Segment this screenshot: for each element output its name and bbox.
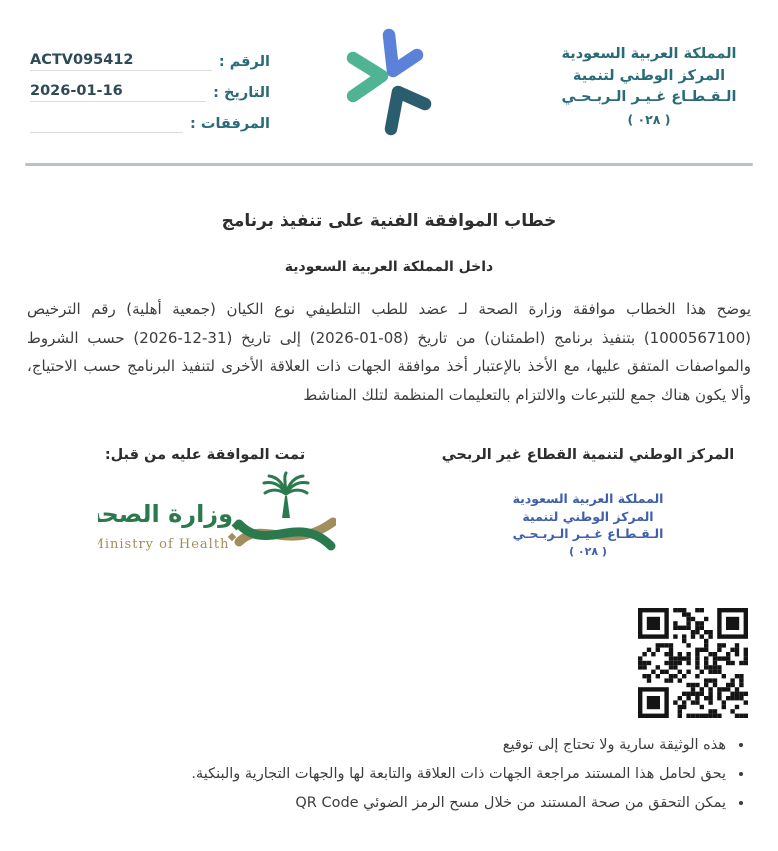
ministry-of-health-logo — [98, 470, 336, 578]
number-value: ACTV095412 — [30, 52, 134, 68]
attachments-underline — [30, 109, 183, 133]
date-underline — [30, 78, 206, 102]
org-line-code: ( ٠٢٨ ) — [627, 111, 671, 127]
attachments-label: المرفقات : — [190, 116, 270, 132]
reference-meta-block — [30, 40, 270, 133]
ncnp-emblem-icon — [336, 24, 446, 140]
footer-note-holder-rights: • يحق لحامل هذا المستند مراجعة الجهات ذات العلاقة والتابعة لها والجهات التجارية والبنكية. — [28, 760, 728, 789]
org-line-center: المركز الوطني لتنمية — [572, 67, 726, 84]
footer-notes-list — [28, 731, 748, 818]
org-line-sector: الـقـطـاع غـيـر الـربـحـي — [561, 89, 737, 105]
letter-title: خطاب الموافقة الفنية على تنفيذ برنامج — [221, 211, 557, 231]
moh-logo-icon — [98, 470, 336, 574]
number-underline — [30, 47, 212, 71]
date-value: 2026-01-16 — [30, 83, 123, 99]
letterhead-org-text — [546, 44, 752, 130]
issuer-heading: المركز الوطني لتنمية القطاع غير الربحي — [441, 447, 735, 463]
footer-note-qr-verification: • يمكن التحقق من صحة المستند من خلال مسح الرمز الضوئي QR Code — [28, 789, 728, 818]
moh-english-wordmark: Ministry of Health — [98, 537, 230, 552]
header-divider — [25, 163, 753, 166]
qr-code — [638, 608, 748, 718]
date-row — [30, 71, 270, 102]
date-label: التاريخ : — [213, 85, 270, 101]
letter-body-paragraph: يوضح هذا الخطاب موافقة وزارة الصحة لـ عضد للطب التلطيفي نوع الكيان (جمعية أهلية) رقم الترخيص (1000567100) بتنفيذ برنامج (اطمئنان) من تاريخ (08-01-2026) إلى تاريخ (31-12-2026) حسب الشروط والمواصفات المتفق عليها، مع الأخذ بالإعتبار أخذ موافقة الجهات ذات العلاقة الأخرى لتنفيذ البرنامج حسب الاحتياج، وألا يكون هناك جمع للتبرعات والالتزام بالتعليمات المنظمة لتلك المناشط — [27, 300, 751, 404]
chevrons-logo-icon — [336, 24, 446, 136]
issuer-line-sector: الـقـطـاع غـيـر الـربـحـي — [512, 526, 664, 541]
issuer-line-country: المملكة العربية السعودية — [512, 491, 664, 506]
letter-subtitle: داخل المملكة العربية السعودية — [284, 259, 494, 275]
reference-number-row — [30, 40, 270, 71]
issuer-wordmark — [438, 490, 738, 560]
attachments-value — [30, 130, 183, 132]
issuer-line-code: ( ٠٢٨ ) — [569, 544, 607, 558]
number-label: الرقم : — [218, 54, 270, 70]
footer-note-validity: • هذه الوثيقة سارية ولا تحتاج إلى توقيع — [28, 731, 728, 760]
moh-arabic-wordmark: وزارة الصحة — [98, 500, 234, 528]
approved-by-heading: تمت الموافقة عليه من قبل: — [104, 447, 306, 463]
attachments-row — [30, 102, 270, 133]
org-line-country: المملكة العربية السعودية — [561, 46, 737, 62]
issuer-line-center: المركز الوطني لتنمية — [522, 508, 654, 524]
